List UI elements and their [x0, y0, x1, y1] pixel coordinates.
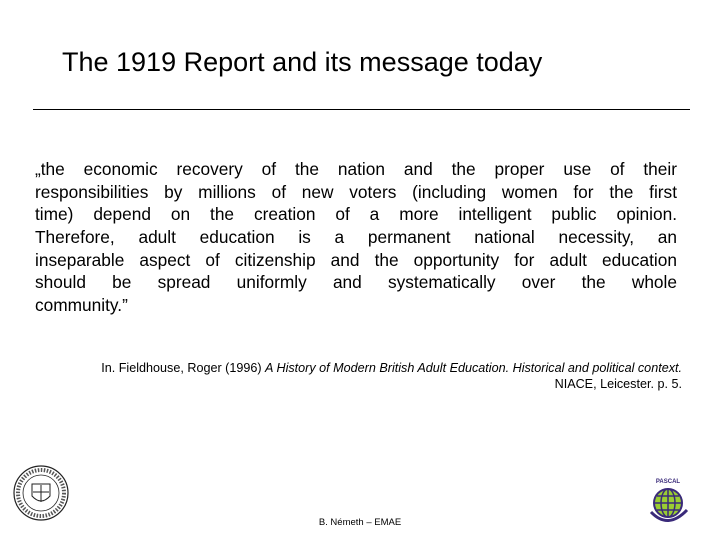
slide-title: The 1919 Report and its message today	[62, 47, 543, 77]
quote-line: Therefore, adult education is a permanent national necessity, an	[35, 227, 677, 248]
citation-book-title: A History of Modern British Adult Education. Historical and political context.	[265, 361, 682, 375]
svg-text:PASCAL: PASCAL	[655, 479, 681, 485]
quote-line: should be spread uniformly and systematically over the whole	[35, 272, 677, 293]
quote-line: inseparable aspect of citizenship and the opportunity for adult education	[35, 249, 677, 270]
quote-line: community.”	[35, 295, 128, 316]
quote-line: responsibilities by millions of new voters (including women for the first	[35, 181, 677, 202]
footer-author: B. Németh – EMAE	[318, 517, 402, 528]
university-seal-logo	[12, 464, 70, 522]
quote-line: time) depend on the creation of a more intelligent public opinion.	[35, 204, 677, 225]
citation-prefix: In. Fieldhouse, Roger (1996)	[101, 361, 266, 375]
title-divider	[33, 109, 690, 110]
quote-line: „the economic recovery of the nation and the proper use of their	[35, 159, 677, 179]
citation-suffix: NIACE, Leicester. p. 5.	[554, 377, 682, 391]
quote-block	[35, 158, 677, 317]
citation	[80, 360, 682, 392]
